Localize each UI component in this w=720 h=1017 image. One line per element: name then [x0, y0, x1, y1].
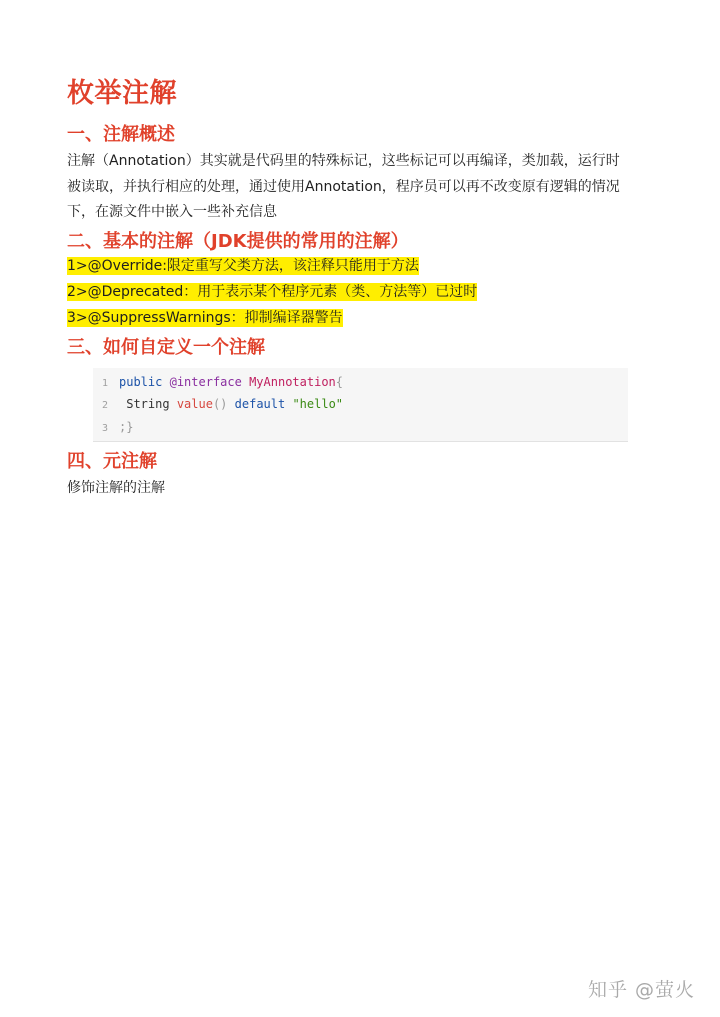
code-type: String: [126, 397, 170, 411]
section-heading-overview: 一、注解概述: [67, 124, 175, 145]
document-page: [67, 74, 647, 504]
meta-annotation-paragraph: 修饰注解的注解: [67, 480, 165, 496]
code-line: [93, 393, 628, 416]
section-heading-basic-annotations: 二、基本的注解（JDK提供的常用的注解）: [67, 230, 409, 252]
list-item: [67, 256, 647, 276]
line-number: 3: [101, 422, 109, 434]
overview-line: 被读取，并执行相应的处理，通过使用Annotation，程序员可以再不改变原有逻辑的情况: [67, 178, 620, 195]
highlighted-text: 2>@Deprecated：用于表示某个程序元素（类、方法等）已过时: [67, 283, 478, 300]
line-number: 2: [101, 400, 109, 411]
code-annotation-keyword: @interface: [169, 374, 242, 389]
highlighted-text: 1>@Override:限定重写父类方法，该注释只能用于方法: [67, 257, 419, 274]
overview-line: 注解（Annotation）其实就是代码里的特殊标记，这些标记可以再编译，类加载，运行时: [67, 153, 620, 169]
code-class-name: MyAnnotation: [249, 374, 336, 389]
code-block: [93, 368, 628, 443]
code-punctuation: (): [212, 397, 228, 411]
code-punctuation: ;}: [119, 419, 134, 434]
code-line: [93, 416, 628, 439]
overview-paragraph: [67, 149, 647, 226]
document-title: 枚举注解: [67, 78, 177, 109]
line-number: 1: [101, 377, 109, 389]
section-heading-meta-annotations: 四、元注解: [67, 451, 157, 472]
list-item: [67, 308, 647, 328]
section-heading-custom-annotation: 三、如何自定义一个注解: [67, 336, 265, 358]
code-method-name: value: [176, 397, 213, 411]
overview-line: 下，在源文件中嵌入一些补充信息: [67, 204, 277, 220]
code-keyword: public: [119, 374, 163, 389]
code-keyword: default: [234, 397, 286, 411]
code-punctuation: {: [335, 374, 344, 389]
code-string: "hello": [292, 397, 344, 411]
highlighted-text: 3>@SuppressWarnings：抑制编译器警告: [67, 309, 343, 326]
watermark: 知乎 @萤火: [588, 979, 696, 1001]
list-item: [67, 282, 647, 302]
code-line: [93, 371, 628, 394]
